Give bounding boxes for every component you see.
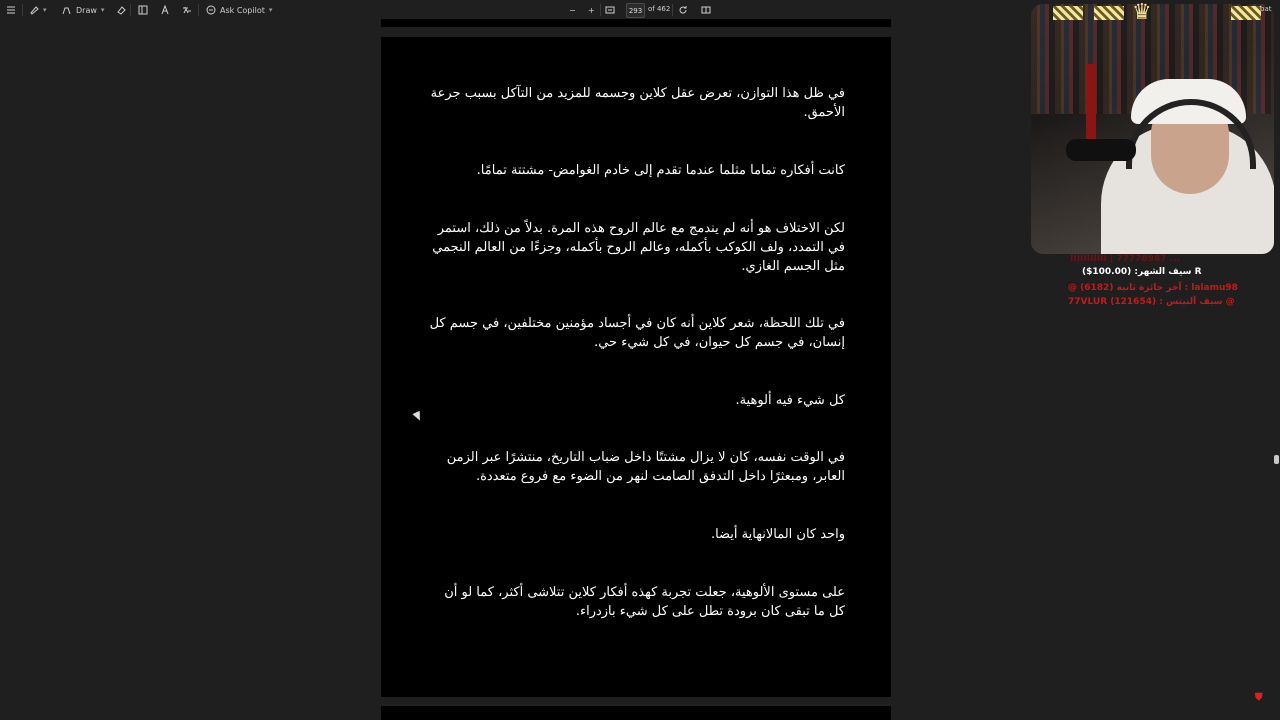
fit-page-button[interactable] xyxy=(605,3,615,17)
paragraph-4: في تلك اللحظة، شعر كلاين أنه كان في أجساد مؤمنين مختلفين، في جسم كل إنسان، في جسم كل حيوان، في كل شيء حي. xyxy=(429,316,845,350)
webcam-feed xyxy=(1031,4,1274,254)
page-number-input[interactable] xyxy=(626,3,645,18)
zoom-in-button[interactable] xyxy=(588,3,595,17)
copilot-icon xyxy=(206,5,216,15)
overlay-recent-line: @ آخر جائزة ثانية (6182) : lalamu98 xyxy=(1068,283,1238,293)
zoom-out-button[interactable] xyxy=(569,3,576,17)
read-aloud-icon xyxy=(160,5,170,15)
read-aloud-button[interactable] xyxy=(160,3,170,17)
next-page-sheet xyxy=(381,706,891,720)
chevron-down-icon: ▾ xyxy=(43,6,47,14)
toolbar-divider xyxy=(600,4,601,16)
toolbar-divider xyxy=(672,4,673,16)
highlighter-icon xyxy=(29,5,39,15)
eraser-icon xyxy=(116,5,126,15)
paragraph-6: في الوقت نفسه، كان لا يزال مشتتًا داخل ضباب التاريخ، منتشرًا عبر الزمن العابر، ومبعثرًا داخل التدفق الصامت لنهر من الضوء مع فروع متعددة. xyxy=(446,450,845,484)
decorative-banner xyxy=(1231,6,1261,20)
minus-icon: − xyxy=(569,5,576,15)
chevron-down-icon: ▾ xyxy=(268,6,273,14)
decorative-banner xyxy=(1053,6,1083,20)
translate-icon xyxy=(182,5,192,15)
contents-button[interactable] xyxy=(6,3,16,17)
paragraph-1: في ظل هذا التوازن، تعرض عقل كلاين وجسمه للمزيد من التآكل بسبب جرعة الأحمق. xyxy=(430,86,845,120)
overlay-corner-label: bat xyxy=(1260,5,1272,13)
translate-button[interactable] xyxy=(182,3,192,17)
toolbar-divider xyxy=(22,4,23,16)
microphone xyxy=(1066,139,1136,161)
decorative-banner xyxy=(1094,6,1124,20)
two-page-icon xyxy=(701,5,711,15)
paragraph-7: واحد كان المالانهاية أيضا. xyxy=(710,527,845,542)
copilot-label: Ask Copilot xyxy=(220,5,265,15)
overlay-faint-line: IIIIIIIIIII | 77778987 ... xyxy=(1070,254,1180,264)
page-total: of 462 xyxy=(648,5,671,13)
sword-of-month: سيف الشهر: (100.00$) R xyxy=(1082,267,1202,277)
toolbar-divider xyxy=(198,4,199,16)
pdf-app-icon: ⛊ xyxy=(1255,692,1263,703)
list-icon xyxy=(6,5,16,15)
plus-icon: + xyxy=(588,5,595,15)
ask-copilot-button[interactable] xyxy=(206,3,272,17)
toolbar-divider xyxy=(130,4,131,16)
chevron-down-icon: ▾ xyxy=(100,6,105,14)
erase-button[interactable] xyxy=(116,3,126,17)
layout-icon xyxy=(138,5,148,15)
previous-page-sheet xyxy=(381,19,891,27)
highlight-button[interactable] xyxy=(29,3,47,17)
view-mode-button[interactable] xyxy=(138,3,148,17)
fit-width-icon xyxy=(605,5,615,15)
paragraph-3: لكن الاختلاف هو أنه لم يندمج مع عالم الروح هذه المرة. بدلاً من ذلك، استمر في التمدد، ولف الكوكب بأكمله، وعالم الروح بأكمله، وجزءًا من العالم النجمي مثل الجسم الغازي. xyxy=(432,221,845,274)
pen-icon xyxy=(62,5,72,15)
page-view-button[interactable] xyxy=(701,3,711,17)
draw-button[interactable] xyxy=(62,3,104,17)
mic-arm xyxy=(1086,64,1096,144)
paragraph-2: كانت أفكاره تماما مثلما عندما تقدم إلى خادم الغوامض- مشتتة تمامًا. xyxy=(476,163,845,178)
paragraph-8: على مستوى الألوهية، جعلت تجربة كهذه أفكار كلاين تتلاشى أكثر، كما لو أن كل ما تبقى كان برودة تطل على كل شيء بازدراء. xyxy=(444,585,845,619)
crown-icon: ♛ xyxy=(1132,0,1152,25)
rotate-button[interactable] xyxy=(678,3,688,17)
draw-label: Draw xyxy=(76,5,97,15)
current-page: 293 xyxy=(628,6,643,15)
overlay-top-line: 77VLUR (121654) : سيف آلنيتس @ xyxy=(1068,297,1235,307)
paragraph-5: كل شيء فيه ألوهية. xyxy=(735,393,845,408)
rotate-icon xyxy=(678,5,688,15)
pdf-page xyxy=(381,37,891,697)
scrollbar-thumb[interactable] xyxy=(1274,455,1279,464)
